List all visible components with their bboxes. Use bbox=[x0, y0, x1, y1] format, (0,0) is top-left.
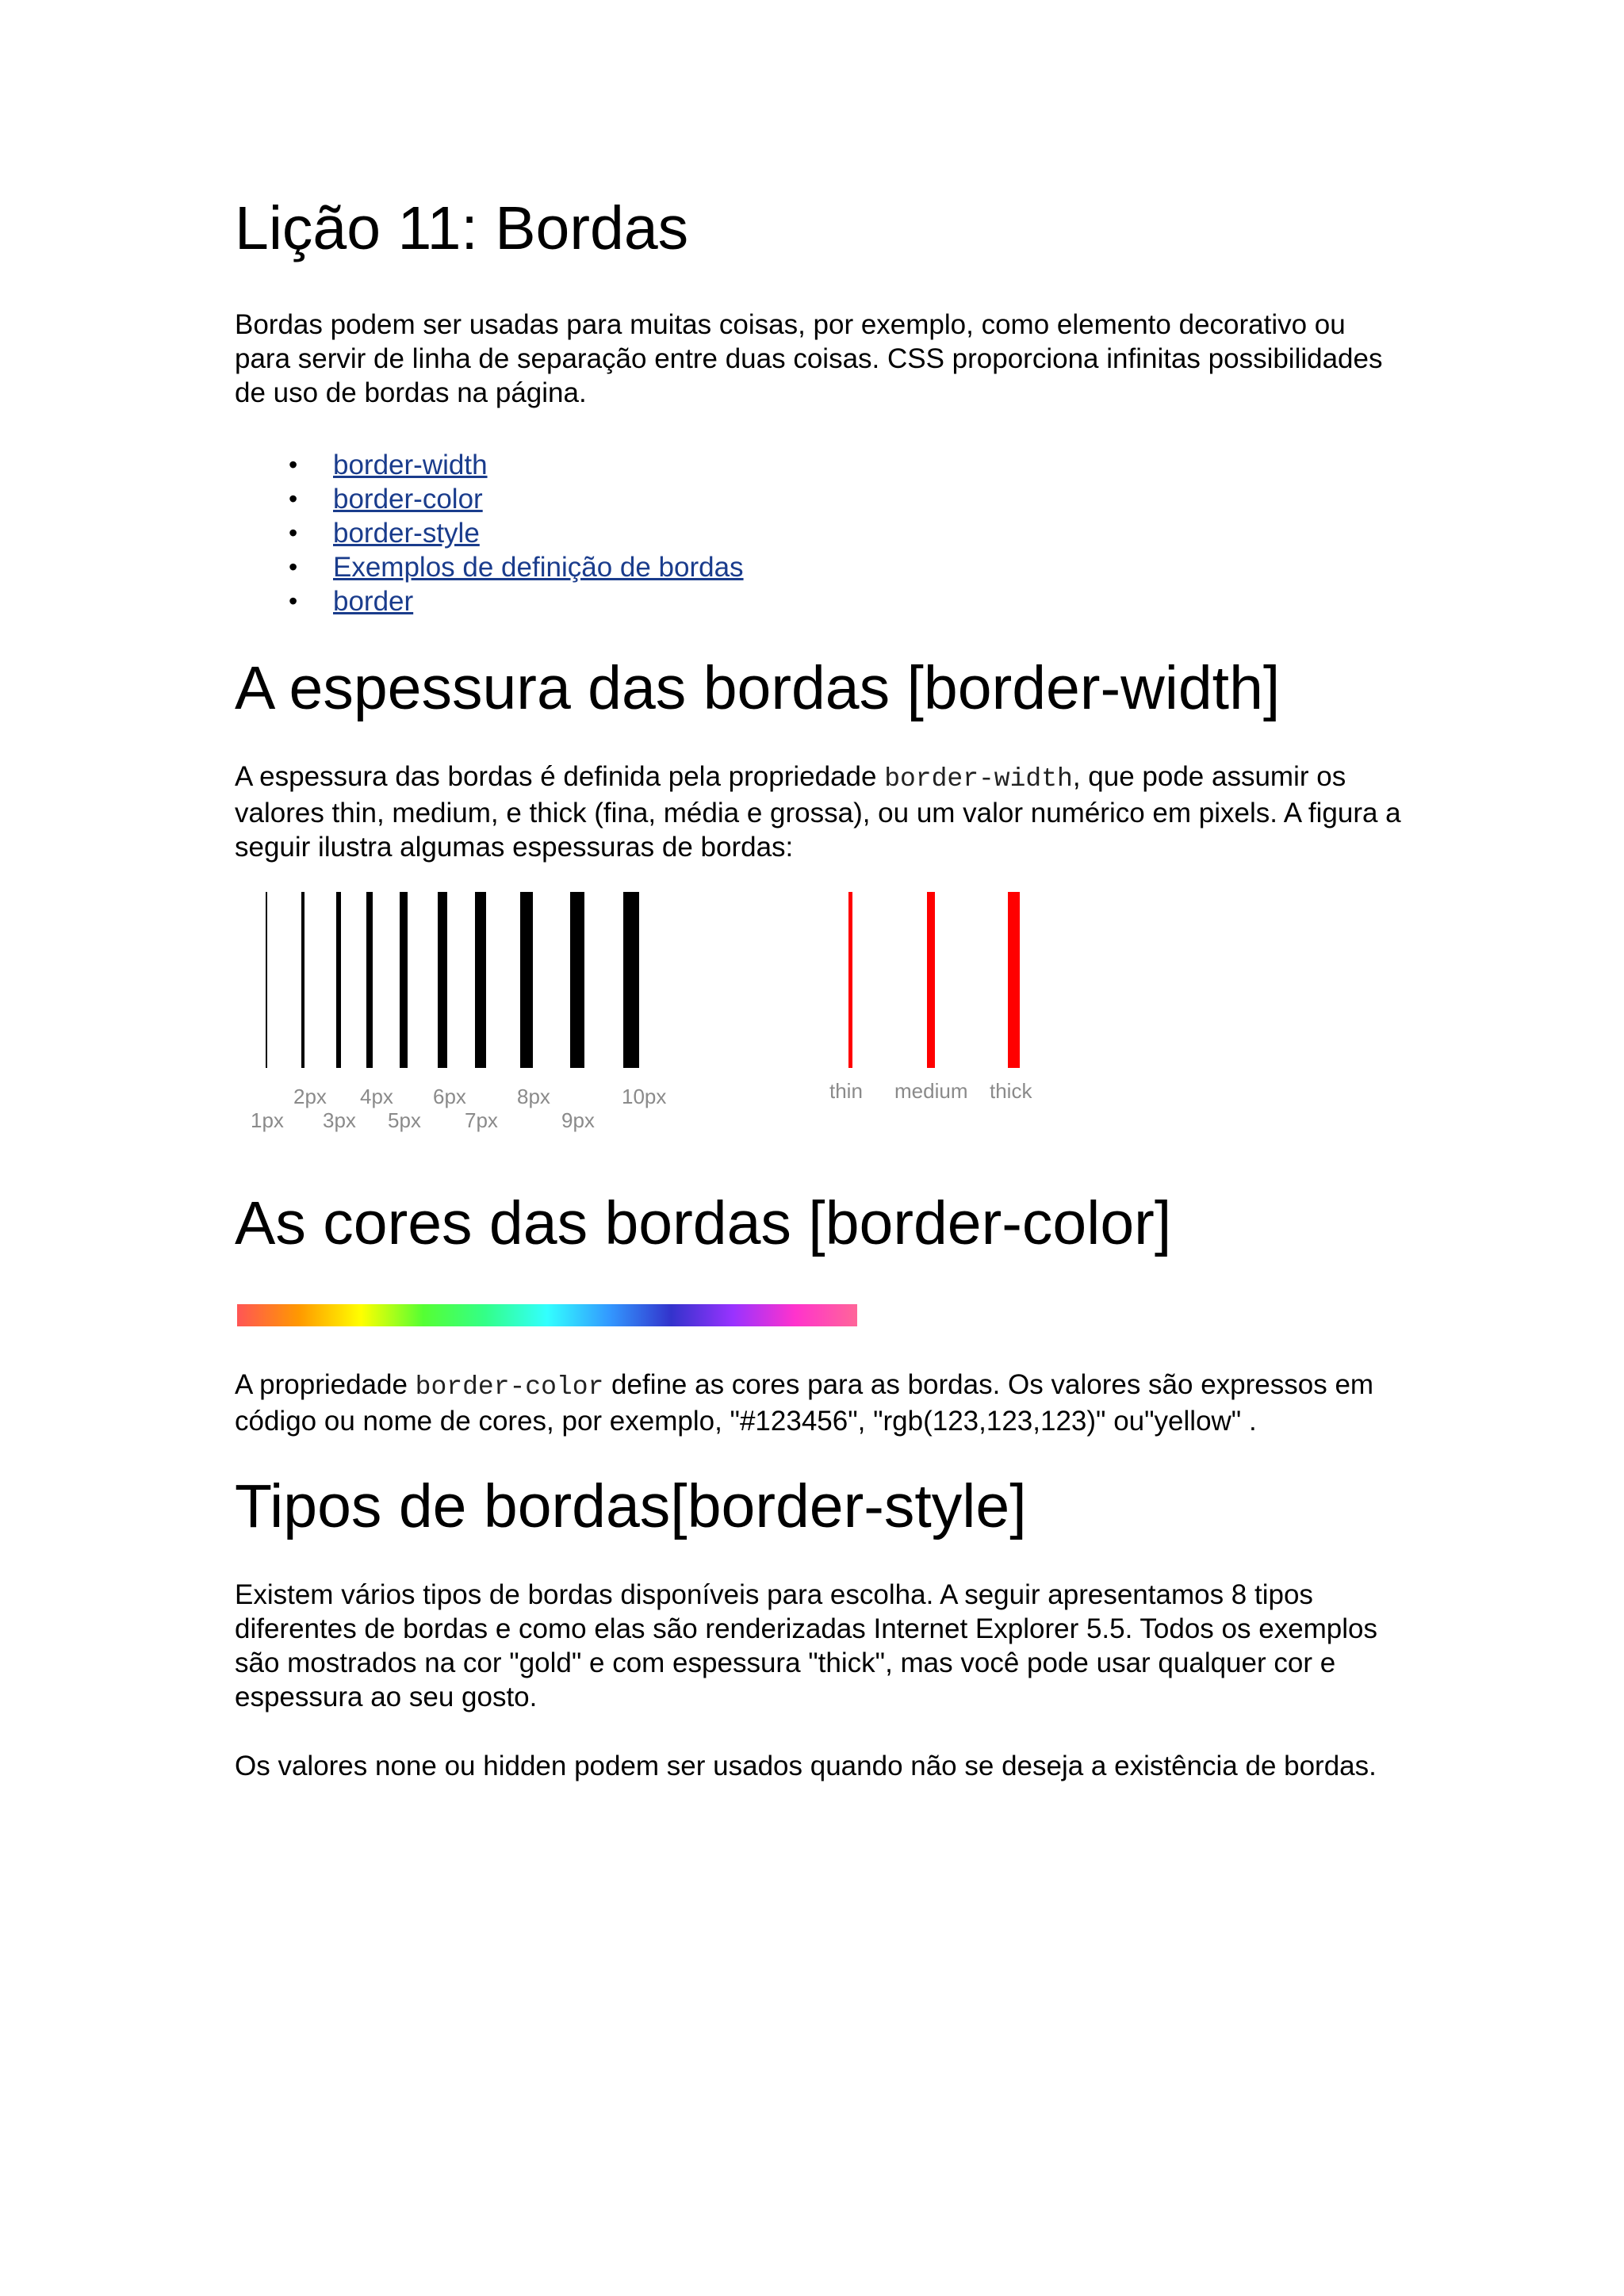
border-width-label: 3px bbox=[323, 1108, 356, 1132]
bullet-icon: • bbox=[289, 484, 298, 513]
toc-link-border[interactable]: border bbox=[333, 586, 414, 617]
code-border-width: border-width bbox=[884, 764, 1073, 794]
toc-item bbox=[235, 448, 744, 482]
border-width-label: 7px bbox=[465, 1108, 498, 1132]
toc-item bbox=[235, 516, 744, 550]
toc-link-examples[interactable]: Exemplos de definição de bordas bbox=[333, 552, 744, 583]
border-style-paragraph-1: Existem vários tipos de bordas disponíveis para escolha. A seguir apresentamos 8 tipos diferentes de bordas e como elas são renderizadas Internet Explorer 5.5. Todos os exemplos são mostrados na cor "gold" e com espessura "thick", mas você pode usar qualquer cor e espessura ao seu gosto. bbox=[235, 1579, 1378, 1712]
code-border-color: border-color bbox=[415, 1372, 604, 1402]
border-color-paragraph: A propriedade border-color define as cores para as bordas. Os valores são expressos em código ou nome de cores, por exemplo, "#123456", "rgb(123,123,123)" ou"yellow" . bbox=[235, 1369, 1374, 1437]
border-width-label: thick bbox=[990, 1079, 1032, 1103]
border-width-paragraph: A espessura das bordas é definida pela propriedade border-width, que pode assumir os valores thin, medium, e thick (fina, média e grossa), ou um valor numérico em pixels. A figura a seguir ilustra algumas espessuras de bordas: bbox=[235, 761, 1401, 863]
toc-link-border-width[interactable]: border-width bbox=[333, 450, 488, 480]
border-width-bar-8px bbox=[520, 892, 533, 1068]
border-width-label: 4px bbox=[360, 1085, 393, 1108]
border-style-paragraph-2: Os valores none ou hidden podem ser usados quando não se deseja a existência de bordas. bbox=[235, 1751, 1377, 1781]
toc-link-border-color[interactable]: border-color bbox=[333, 484, 483, 515]
border-width-bar-3px bbox=[336, 892, 341, 1068]
page-title: Lição 11: Bordas bbox=[235, 194, 689, 262]
bullet-icon: • bbox=[289, 519, 298, 547]
border-width-figure bbox=[235, 892, 1107, 1154]
toc-item bbox=[235, 550, 744, 584]
border-width-label: 8px bbox=[517, 1085, 550, 1108]
color-spectrum-bar bbox=[237, 1304, 857, 1326]
border-width-label: 2px bbox=[293, 1085, 327, 1108]
toc-item bbox=[235, 584, 744, 618]
toc-item bbox=[235, 482, 744, 516]
border-width-bar-1px bbox=[266, 892, 267, 1068]
table-of-contents bbox=[235, 448, 744, 618]
border-width-label: thin bbox=[829, 1079, 863, 1103]
border-width-heading: A espessura das bordas [border-width] bbox=[235, 654, 1281, 722]
border-width-label: 1px bbox=[251, 1108, 284, 1132]
border-width-bar-4px bbox=[366, 892, 373, 1068]
border-width-label: 6px bbox=[433, 1085, 466, 1108]
border-width-bar-10px bbox=[623, 892, 639, 1068]
intro-paragraph: Bordas podem ser usadas para muitas coisas, por exemplo, como elemento decorativo ou para servir de linha de separação entre duas coisas. CSS proporciona infinitas possibilidades de uso de bordas na página. bbox=[235, 309, 1383, 408]
border-style-heading: Tipos de bordas[border-style] bbox=[235, 1472, 1027, 1540]
border-width-bar-7px bbox=[475, 892, 486, 1068]
border-color-heading: As cores das bordas [border-color] bbox=[235, 1189, 1172, 1257]
border-width-label: medium bbox=[894, 1079, 968, 1103]
bullet-icon: • bbox=[289, 450, 298, 479]
border-width-bar-thick bbox=[1008, 892, 1020, 1068]
toc-link-border-style[interactable]: border-style bbox=[333, 518, 480, 549]
border-width-label: 5px bbox=[388, 1108, 421, 1132]
bullet-icon: • bbox=[289, 553, 298, 581]
border-width-bar-2px bbox=[301, 892, 304, 1068]
border-width-label: 9px bbox=[561, 1108, 595, 1132]
border-width-bar-6px bbox=[438, 892, 447, 1068]
border-width-bar-thin bbox=[848, 892, 852, 1068]
border-width-label: 10px bbox=[622, 1085, 667, 1108]
border-width-bar-9px bbox=[570, 892, 584, 1068]
border-width-bar-medium bbox=[927, 892, 935, 1068]
border-width-bar-5px bbox=[400, 892, 408, 1068]
bullet-icon: • bbox=[289, 587, 298, 615]
